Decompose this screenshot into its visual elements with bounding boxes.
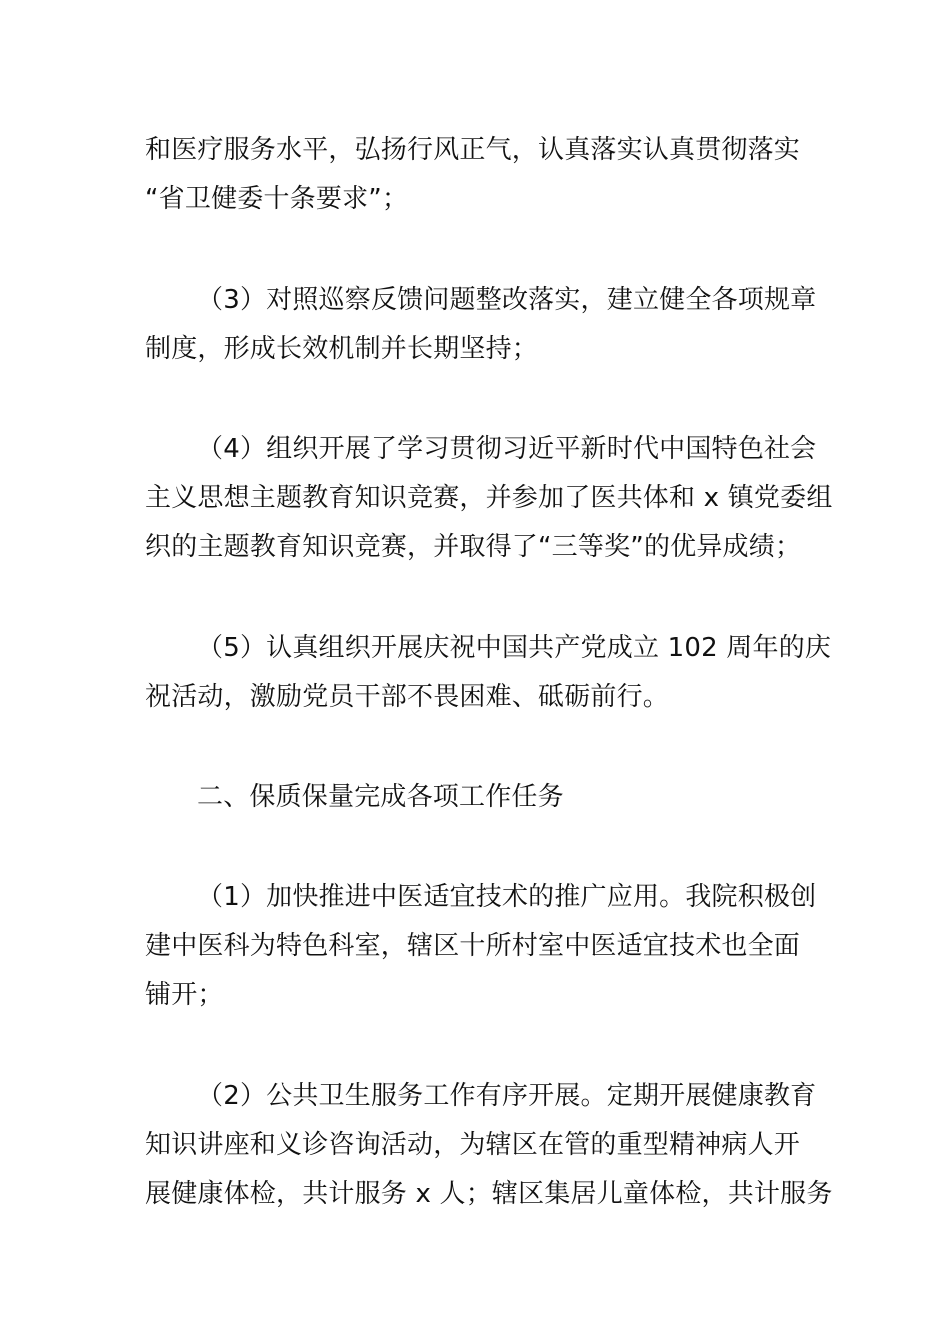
paragraph-item-4-knowledge-contest — [145, 425, 833, 572]
text-line: 织的主题教育知识竞赛，并取得了“三等奖”的优异成绩； — [145, 532, 802, 562]
paragraph-tcm-promotion — [145, 873, 817, 1020]
text-line: （1）加快推进中医适宜技术的推广应用。我院积极创 — [197, 882, 817, 912]
text-line: “省卫健委十条要求”； — [145, 184, 409, 214]
paragraph-item-3-rectification — [145, 276, 817, 374]
paragraph-service-level — [145, 126, 810, 224]
text-line: 铺开； — [145, 980, 224, 1010]
section-heading-text: 二、保质保量完成各项工作任务 — [197, 782, 564, 812]
paragraph-item-5-anniversary — [145, 624, 832, 722]
text-line: 知识讲座和义诊咨询活动，为辖区在管的重型精神病人开 — [145, 1130, 801, 1160]
text-line: 建中医科为特色科室，辖区十所村室中医适宜技术也全面 — [145, 931, 801, 961]
text-line: （5）认真组织开展庆祝中国共产党成立 102 周年的庆 — [197, 633, 832, 663]
text-line: （4）组织开展了学习贯彻习近平新时代中国特色社会 — [197, 434, 817, 464]
paragraph-public-health — [145, 1072, 833, 1219]
text-line: 和医疗服务水平，弘扬行风正气，认真落实认真贯彻落实 — [145, 135, 801, 165]
text-line: 主义思想主题教育知识竞赛，并参加了医共体和 x 镇党委组 — [145, 483, 833, 513]
text-line: 展健康体检，共计服务 x 人；辖区集居儿童体检，共计服务 — [145, 1179, 833, 1209]
text-line: （3）对照巡察反馈问题整改落实，建立健全各项规章 — [197, 285, 817, 315]
section-heading-2 — [145, 773, 810, 822]
text-line: 制度，形成长效机制并长期坚持； — [145, 334, 539, 364]
text-line: （2）公共卫生服务工作有序开展。定期开展健康教育 — [197, 1081, 817, 1111]
text-line: 祝活动，激励党员干部不畏困难、砥砺前行。 — [145, 682, 670, 712]
